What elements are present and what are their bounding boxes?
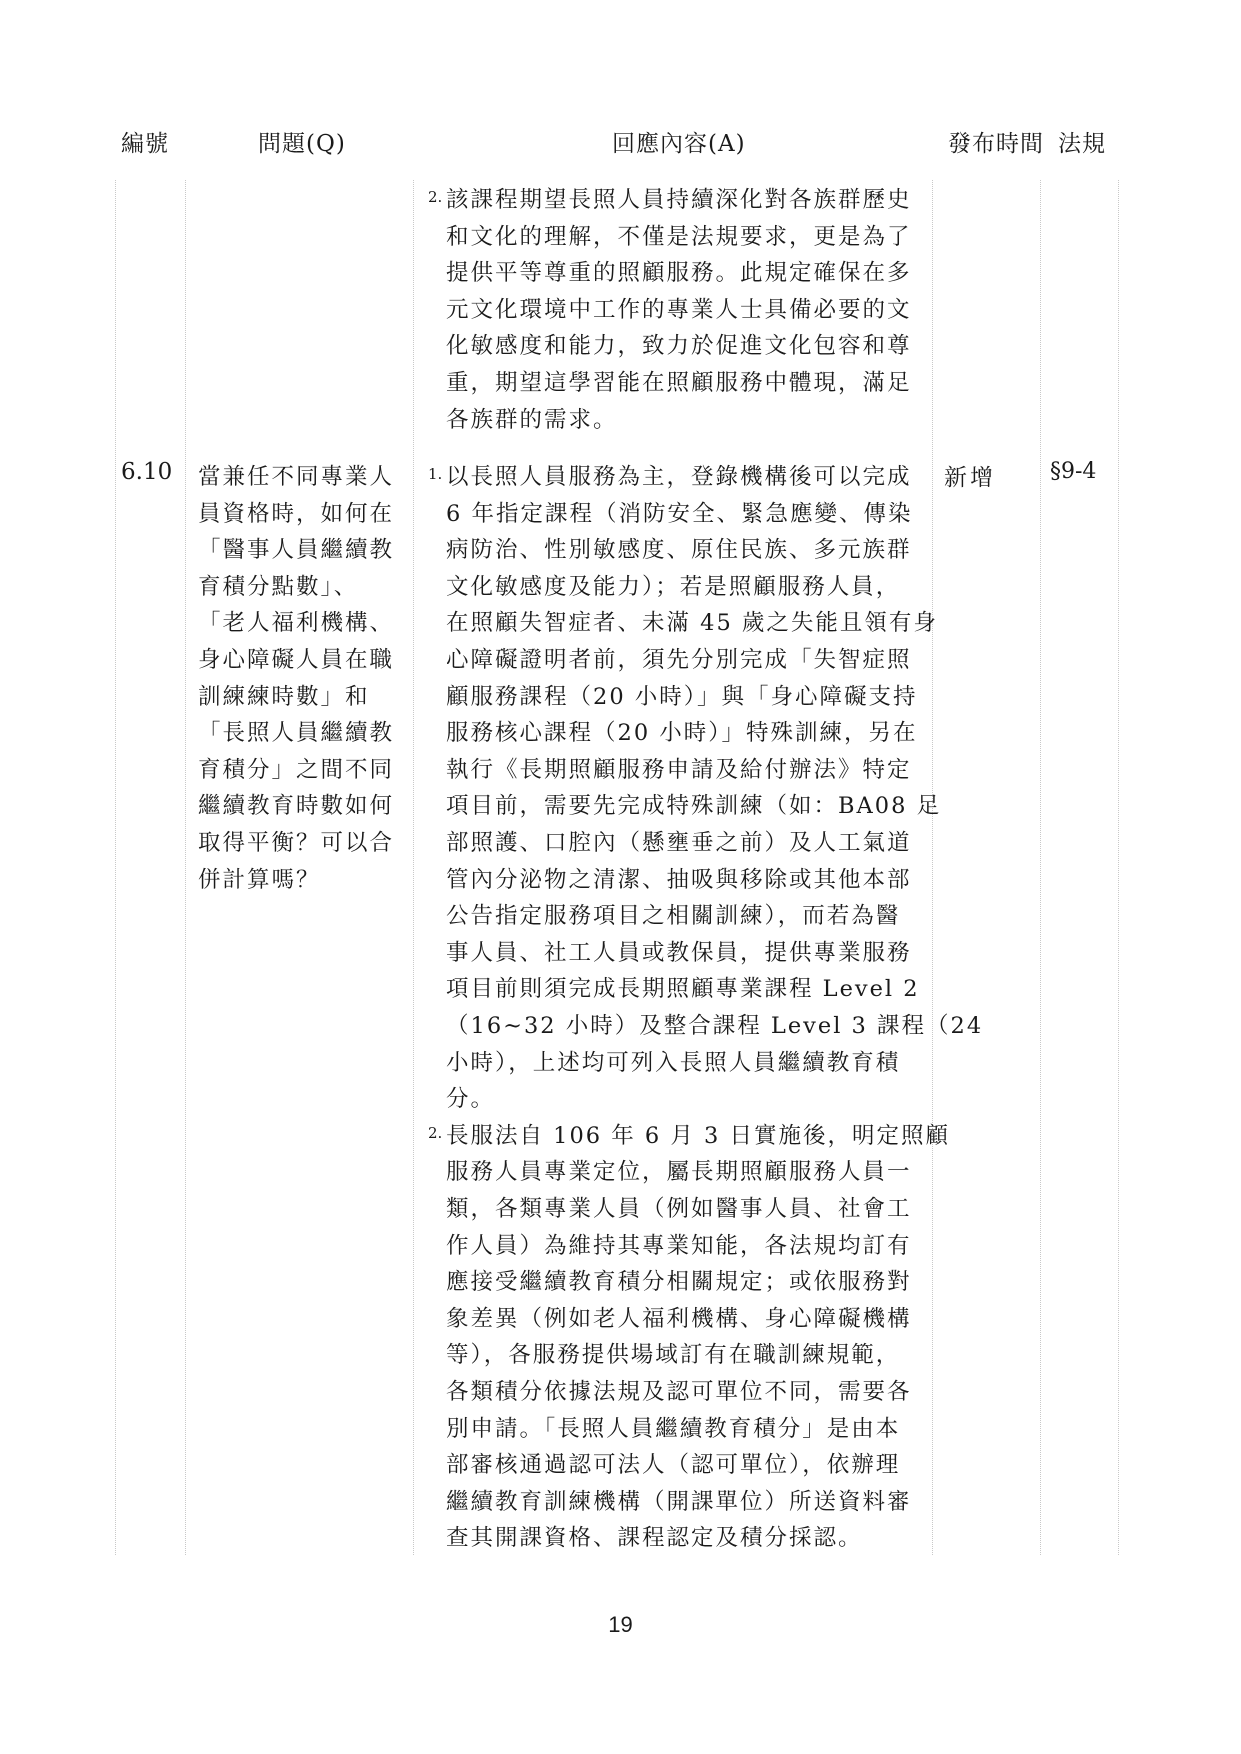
answer-line: 長服法自 106 年 6 月 3 日實施後，明定照顧 <box>446 1122 950 1149</box>
answer-line: 象差異（例如老人福利機構、身心障礙機構 <box>446 1305 912 1332</box>
question-line: 「醫事人員繼續教 <box>198 537 395 564</box>
answer-line: 該課程期望長照人員持續深化對各族群歷史 <box>446 187 912 213</box>
answer-line: 類，各類專業人員（例如醫事人員、社會工 <box>446 1196 912 1222</box>
column-divider <box>1040 180 1041 1555</box>
answer-line: 別申請。「長照人員繼續教育積分」是由本 <box>446 1415 901 1442</box>
answer-line: 查其開課資格、課程認定及積分採認。 <box>446 1525 863 1552</box>
answer-line: 在照顧失智症者、未滿 45 歲之失能且領有身 <box>446 610 938 637</box>
answer-line: 病防治、性別敏感度、原住民族、多元族群 <box>446 537 912 564</box>
answer-line: 各族群的需求。 <box>446 406 618 433</box>
answer-line: 心障礙證明者前，須先分別完成「失智症照 <box>446 647 912 673</box>
answer-line: 部審核通過認可法人（認可單位），依辦理 <box>446 1452 901 1479</box>
header-answer: 回應內容(A) <box>612 131 746 157</box>
answer-line: 化敏感度和能力，致力於促進文化包容和尊 <box>446 333 912 360</box>
question-line: 「長照人員繼續教 <box>198 720 395 747</box>
answer-line: 事人員、社工人員或教保員，提供專業服務 <box>446 939 912 966</box>
question-line: 取得平衡？可以合 <box>198 830 395 856</box>
answer-line: 以長照人員服務為主，登錄機構後可以完成 <box>446 464 912 490</box>
column-divider <box>1118 180 1119 1555</box>
header-question: 問題(Q) <box>258 131 346 157</box>
header-number: 編號 <box>121 131 169 157</box>
answer-line: 項目前則須完成長期照顧專業課程 Level 2 <box>446 976 920 1003</box>
answer-line: （16~32 小時）及整合課程 Level 3 課程（24 <box>446 1013 984 1039</box>
answer-line: 執行《長期照顧服務申請及給付辦法》特定 <box>446 756 912 783</box>
answer-line: 服務核心課程（20 小時）」特殊訓練，另在 <box>446 720 918 747</box>
column-divider <box>932 180 933 1555</box>
list-number: 1. <box>428 465 443 483</box>
answer-line: 作人員）為維持其專業知能，各法規均訂有 <box>446 1232 912 1259</box>
answer-line: 等），各服務提供場域訂有在職訓練規範， <box>446 1342 901 1369</box>
answer-line: 繼續教育訓練機構（開課單位）所送資料審 <box>446 1488 912 1515</box>
answer-line: 元文化環境中工作的專業人士具備必要的文 <box>446 296 912 323</box>
law-reference: §9-4 <box>1050 459 1097 484</box>
answer-line: 提供平等尊重的照顧服務。此規定確保在多 <box>446 260 912 287</box>
answer-line: 顧服務課程（20 小時）」與「身心障礙支持 <box>446 683 918 710</box>
answer-line: 部照護、口腔內（懸壅垂之前）及人工氣道 <box>446 830 912 856</box>
answer-line: 管內分泌物之清潔、抽吸與移除或其他本部 <box>446 866 912 893</box>
header-law: 法規 <box>1058 131 1106 157</box>
question-line: 身心障礙人員在職 <box>198 647 395 673</box>
question-line: 育積分點數」、 <box>198 573 359 600</box>
header-date: 發布時間 <box>948 131 1044 157</box>
question-line: 訓練練時數」和 <box>198 683 370 710</box>
answer-line: 重，期望這學習能在照顧服務中體現，滿足 <box>446 370 912 396</box>
answer-line: 6 年指定課程（消防安全、緊急應變、傳染 <box>446 500 913 527</box>
page-number: 19 <box>608 1612 633 1637</box>
question-line: 員資格時，如何在 <box>198 500 395 527</box>
question-line: 併計算嗎？ <box>198 866 321 893</box>
question-line: 「老人福利機構、 <box>198 610 395 637</box>
answer-line: 服務人員專業定位，屬長期照顧服務人員一 <box>446 1159 912 1186</box>
column-divider <box>413 180 414 1555</box>
question-line: 當兼任不同專業人 <box>198 464 395 490</box>
column-divider <box>115 180 116 1555</box>
answer-line: 文化敏感度及能力）；若是照顧服務人員， <box>446 573 901 600</box>
question-line: 育積分」之間不同 <box>198 756 395 783</box>
answer-line: 公告指定服務項目之相關訓練），而若為醫 <box>446 903 901 930</box>
list-number: 2. <box>428 1123 443 1142</box>
answer-line: 各類積分依據法規及認可單位不同，需要各 <box>446 1379 912 1405</box>
column-divider <box>185 180 186 1555</box>
answer-line: 項目前，需要先完成特殊訓練（如：BA08 足 <box>446 793 942 820</box>
answer-line: 分。 <box>446 1086 496 1113</box>
question-line: 繼續教育時數如何 <box>198 793 395 820</box>
answer-line: 應接受繼續教育積分相關規定；或依服務對 <box>446 1269 912 1296</box>
release-date: 新增 <box>944 465 996 491</box>
row-number: 6.10 <box>121 459 173 485</box>
answer-line: 小時），上述均可列入長照人員繼續教育積 <box>446 1049 901 1076</box>
list-number: 2. <box>428 188 443 206</box>
answer-line: 和文化的理解，不僅是法規要求，更是為了 <box>446 223 912 250</box>
